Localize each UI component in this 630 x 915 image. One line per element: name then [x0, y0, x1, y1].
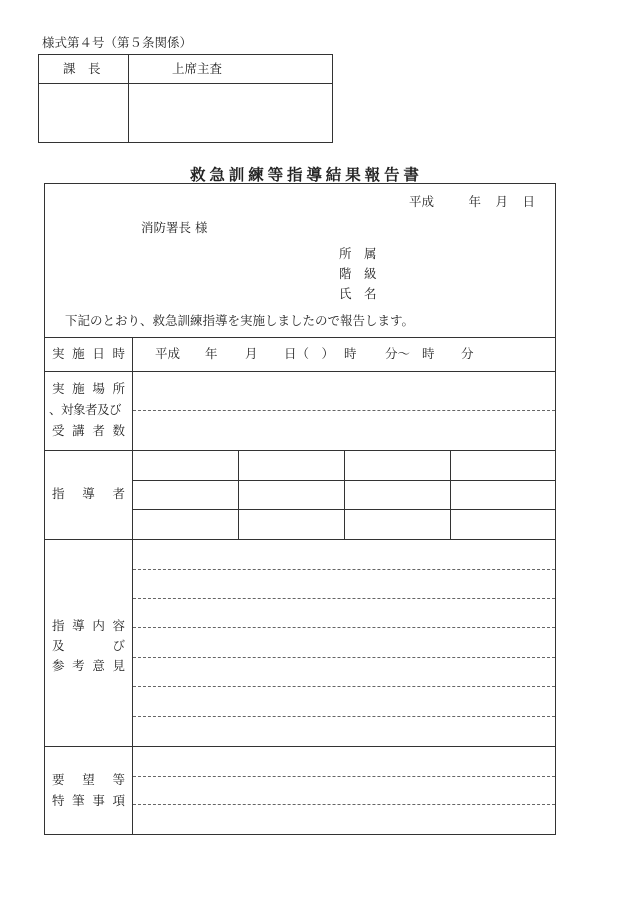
- place-label-line1-char-3: 所: [112, 381, 125, 396]
- instructor-label: [52, 488, 125, 501]
- requests-label-line2-char-0: 特: [52, 793, 65, 808]
- approval-stamp-senior[interactable]: [129, 84, 332, 142]
- place-label-line1-char-1: 施: [72, 381, 85, 396]
- instructor-grid[interactable]: [133, 451, 555, 539]
- content-label-line3-char-2: 意: [92, 658, 105, 673]
- form-number: 様式第４号（第５条関係）: [42, 35, 193, 50]
- datetime-minute: 分～: [385, 346, 411, 361]
- content-label-line3-char-1: 考: [72, 658, 85, 673]
- requests-label-line2-char-1: 筆: [72, 793, 85, 808]
- page-title: 救急訓練等指導結果報告書: [190, 165, 423, 184]
- date-year: 年: [468, 194, 481, 209]
- content-label-line1: [52, 620, 125, 633]
- instructor-label-char-1: 導: [82, 486, 95, 501]
- datetime-year: 年: [205, 346, 218, 361]
- place-label-line1-char-0: 実: [52, 381, 65, 396]
- datetime-day: 日（ ）: [284, 346, 335, 361]
- datetime-label-char-1: 施: [72, 346, 85, 361]
- datetime-label-char-3: 時: [112, 346, 125, 361]
- date-era: 平成: [409, 194, 435, 209]
- place-label-line3: [52, 425, 125, 438]
- requests-field[interactable]: [133, 747, 555, 834]
- requests-label-line2-char-3: 項: [112, 793, 125, 808]
- content-label-line1-char-0: 指: [52, 618, 65, 633]
- reporter-name-label: 氏 名: [339, 286, 377, 301]
- requests-label-line1: [52, 774, 125, 787]
- content-label-line2-char-0: 及: [52, 638, 65, 653]
- attendees-field[interactable]: [133, 411, 555, 450]
- approval-box: [38, 54, 333, 143]
- datetime-field[interactable]: [133, 338, 555, 371]
- approval-label-senior: 上席主査: [172, 61, 223, 76]
- place-label-line3-char-1: 講: [72, 423, 85, 438]
- datetime-minute2: 分: [461, 346, 474, 361]
- datetime-era: 平成: [155, 346, 181, 361]
- requests-label-line1-char-1: 望: [82, 772, 95, 787]
- content-label-line1-char-3: 容: [112, 618, 125, 633]
- place-field[interactable]: [133, 372, 555, 410]
- content-label-line2: [52, 640, 125, 653]
- date-month: 月: [495, 194, 508, 209]
- approval-label-chief: 課 長: [63, 61, 101, 76]
- place-label-line3-char-3: 数: [112, 423, 125, 438]
- content-label-line3-char-0: 参: [52, 658, 65, 673]
- intro-text: 下記のとおり、救急訓練指導を実施しましたので報告します。: [65, 313, 415, 328]
- date-day: 日: [522, 194, 535, 209]
- requests-label-line2: [52, 795, 125, 808]
- content-label-line3-char-3: 見: [112, 658, 125, 673]
- reporter-affiliation-label: 所 属: [339, 246, 377, 261]
- report-form: [44, 183, 556, 835]
- content-label-line2-char-1: び: [112, 638, 125, 653]
- datetime-label-char-2: 日: [92, 346, 105, 361]
- approval-stamp-chief[interactable]: [39, 84, 127, 142]
- datetime-label-char-0: 実: [52, 346, 65, 361]
- instructor-label-char-0: 指: [52, 486, 65, 501]
- content-label-line1-char-1: 導: [72, 618, 85, 633]
- place-label-line2: 、対象者及び: [49, 402, 122, 417]
- requests-label-line1-char-0: 要: [52, 772, 65, 787]
- place-label-line1-char-2: 場: [92, 381, 105, 396]
- instructor-label-char-2: 者: [112, 486, 125, 501]
- content-label-line3: [52, 660, 125, 673]
- content-field[interactable]: [133, 540, 555, 746]
- requests-label-line1-char-2: 等: [112, 772, 125, 787]
- reporter-fields[interactable]: [395, 244, 545, 304]
- datetime-hour: 時: [344, 346, 357, 361]
- place-label-line3-char-2: 者: [92, 423, 105, 438]
- addressee: 消防署長 様: [141, 220, 208, 235]
- place-label-line3-char-0: 受: [52, 423, 65, 438]
- place-label-line1: [52, 383, 125, 396]
- reporter-rank-label: 階 級: [339, 266, 377, 281]
- report-date: [409, 196, 535, 209]
- content-label-line1-char-2: 内: [92, 618, 105, 633]
- datetime-label: [52, 348, 125, 361]
- requests-label-line2-char-2: 事: [92, 793, 105, 808]
- datetime-hour2: 時: [422, 346, 435, 361]
- datetime-month: 月: [245, 346, 258, 361]
